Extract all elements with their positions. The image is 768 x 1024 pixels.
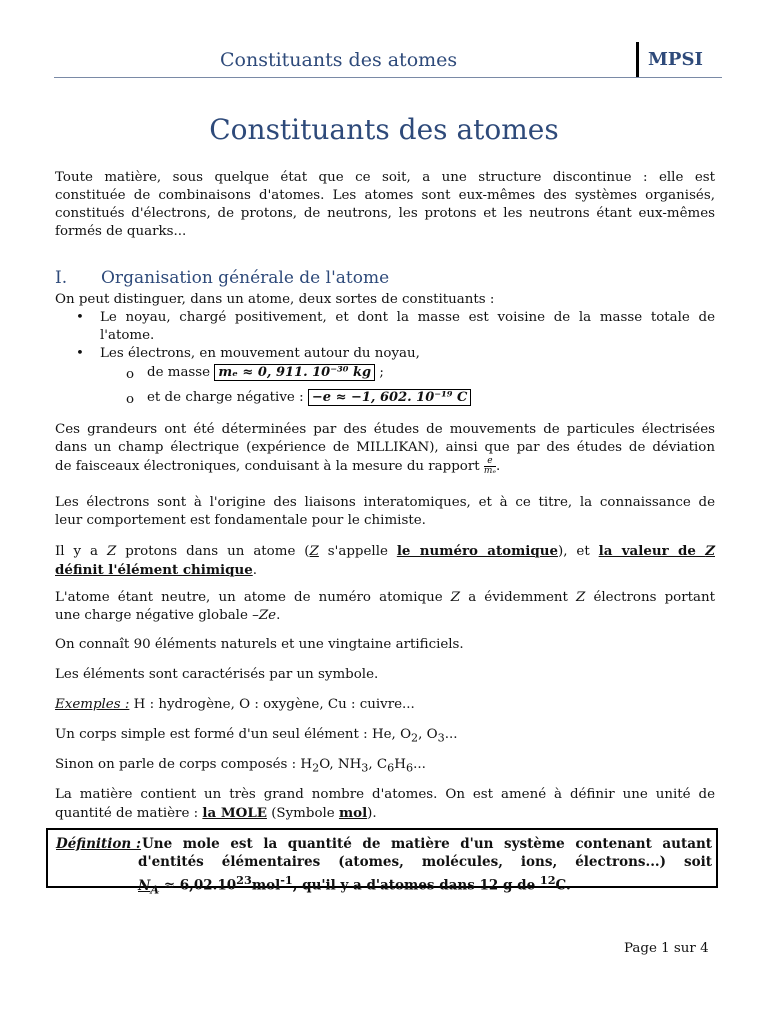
section-title: Organisation générale de l'atome bbox=[101, 268, 390, 288]
grandeurs-line: dans un champ électrique (expérience de MILLIKAN), ainsi que par des études de déviation bbox=[55, 440, 715, 455]
compose-text: , C bbox=[368, 757, 388, 772]
subscript: A bbox=[150, 882, 160, 897]
subscript: 3 bbox=[437, 731, 445, 745]
grandeurs-line bbox=[55, 457, 715, 476]
symbole-paragraph: Les éléments sont caractérisés par un symbole. bbox=[55, 667, 379, 682]
z-text: ), et bbox=[557, 544, 599, 559]
mol-symbol: mol bbox=[338, 805, 368, 821]
sub-bullet-masse bbox=[147, 364, 384, 381]
electrons-line: leur comportement est fondamentale pour le chimiste. bbox=[55, 513, 426, 528]
definition-text: ≈ 6,02.10 bbox=[159, 877, 237, 894]
intro-paragraph bbox=[55, 169, 715, 241]
numero-atomique-term: le numéro atomique bbox=[396, 543, 558, 559]
bullet-electrons: Les électrons, en mouvement autour du noyau, bbox=[100, 346, 420, 361]
neutre-text: une charge négative globale bbox=[55, 608, 253, 623]
definition-text: , qu'il y a d'atomes dans 12 g de bbox=[292, 877, 540, 894]
z-symbol: Z bbox=[309, 544, 319, 559]
subscript: 3 bbox=[361, 761, 369, 775]
z-text: Il y a bbox=[55, 544, 107, 559]
valeur-term: la valeur de bbox=[598, 543, 706, 559]
bullet-noyau bbox=[100, 309, 715, 345]
ratio-denominator: mₑ bbox=[483, 466, 496, 476]
subscript: 6 bbox=[405, 761, 414, 775]
subscript: 6 bbox=[387, 761, 395, 775]
electrons-paragraph bbox=[55, 494, 715, 530]
z-text: s'appelle bbox=[318, 544, 397, 559]
neutre-text: électrons portant bbox=[585, 590, 715, 605]
electron-mass-formula: mₑ ≈ 0, 911. 10⁻³⁰ kg bbox=[214, 364, 375, 381]
definition-line: Une mole est la quantité de matière d'un système contenant autant bbox=[142, 836, 712, 852]
ratio-fraction bbox=[484, 457, 496, 476]
sub-bullet-charge bbox=[147, 389, 471, 406]
bullet-marker: • bbox=[76, 310, 84, 325]
bullet-line: Le noyau, chargé positivement, et dont la masse est voisine de la masse totale de bbox=[100, 310, 715, 325]
matiere-line bbox=[55, 804, 715, 823]
matiere-text: ). bbox=[367, 806, 377, 821]
sub-bullet-after: ; bbox=[375, 365, 384, 380]
sub-bullet-marker: o bbox=[126, 392, 135, 407]
section-heading bbox=[55, 268, 389, 288]
neutre-text: L'atome étant neutre, un atome de numéro atomique bbox=[55, 590, 451, 605]
grandeurs-line: Ces grandeurs ont été déterminées par des études de mouvements de particules électrisées bbox=[55, 422, 715, 437]
sub-bullet-text: de masse bbox=[147, 365, 211, 380]
superscript: 12 bbox=[539, 873, 556, 887]
intro-line: constituée de combinaisons d'atomes. Les atomes sont eux-mêmes des systèmes organisés, bbox=[55, 188, 715, 203]
z-symbol: Z bbox=[576, 590, 586, 605]
z-text: protons dans un atome ( bbox=[116, 544, 310, 559]
z-line bbox=[55, 561, 715, 580]
definition-box bbox=[46, 828, 718, 897]
neutre-line bbox=[55, 589, 715, 607]
definition-label: Définition : bbox=[56, 836, 141, 852]
z-symbol: Z bbox=[450, 590, 461, 605]
exemples-text: H : hydrogène, O : oxygène, Cu : cuivre... bbox=[129, 697, 415, 712]
header-rule bbox=[54, 77, 722, 78]
distinguish-paragraph: On peut distinguer, dans un atome, deux sortes de constituants : bbox=[55, 292, 495, 307]
neutre-line bbox=[55, 607, 715, 625]
superscript: 23 bbox=[236, 873, 252, 887]
z-text: . bbox=[252, 563, 257, 578]
ratio-numerator: e bbox=[484, 457, 496, 467]
matiere-text: (Symbole bbox=[266, 806, 339, 821]
page-title: Constituants des atomes bbox=[209, 113, 559, 146]
sub-bullet-text: et de charge négative : bbox=[147, 390, 304, 405]
intro-line: constitués d'électrons, de protons, de neutrons, les protons et les neutrons étant eux-mêmes bbox=[55, 206, 715, 221]
section-number: I. bbox=[55, 268, 68, 288]
simple-text: ... bbox=[444, 727, 458, 742]
ratio-end: . bbox=[495, 459, 501, 474]
header-class-label: MPSI bbox=[648, 49, 703, 70]
compose-text: ... bbox=[413, 757, 426, 772]
definition-text: C. bbox=[555, 877, 571, 894]
avogadro-letter: N bbox=[138, 877, 151, 894]
avogadro-symbol bbox=[138, 877, 160, 897]
z-paragraph bbox=[55, 542, 715, 580]
simple-text: Un corps simple est formé d'un seul élément : He, O bbox=[55, 727, 412, 742]
corps-compose-paragraph bbox=[55, 756, 715, 778]
compose-text: O, NH bbox=[319, 757, 362, 772]
neutre-paragraph bbox=[55, 589, 715, 625]
definition-line bbox=[138, 871, 712, 898]
compose-text: Sinon on parle de corps composés : H bbox=[55, 757, 313, 772]
intro-line: Toute matière, sous quelque état que ce soit, a une structure discontinue : elle est bbox=[55, 170, 715, 185]
compose-text: H bbox=[394, 757, 406, 772]
grandeurs-paragraph bbox=[55, 421, 715, 476]
definition-text: mol bbox=[251, 877, 281, 894]
header-separator bbox=[636, 42, 639, 78]
bullet-marker: • bbox=[76, 346, 84, 361]
z-symbol: Z bbox=[106, 544, 117, 559]
sub-bullet-marker: o bbox=[126, 367, 135, 382]
definition-line: d'entités élémentaires (atomes, molécules, ions, électrons...) soit bbox=[138, 854, 712, 870]
elements-count-paragraph: On connaît 90 éléments naturels et une vingtaine artificiels. bbox=[55, 637, 464, 652]
subscript: 2 bbox=[312, 761, 320, 775]
neutre-text: a évidemment bbox=[460, 590, 577, 605]
ze-symbol: –Ze bbox=[252, 608, 277, 623]
corps-simple-paragraph bbox=[55, 726, 715, 748]
simple-text: , O bbox=[418, 727, 438, 742]
neutre-text: . bbox=[276, 608, 281, 623]
matiere-line: La matière contient un très grand nombre d'atomes. On est amené à définir une unité de bbox=[55, 787, 715, 802]
page-number: Page 1 sur 4 bbox=[624, 941, 709, 956]
bullet-line: l'atome. bbox=[100, 328, 155, 343]
header-title: Constituants des atomes bbox=[220, 49, 458, 71]
superscript: -1 bbox=[280, 873, 293, 887]
exemples-paragraph bbox=[55, 696, 715, 714]
grandeurs-line-text: de faisceaux électroniques, conduisant à la mesure du rapport bbox=[55, 459, 480, 474]
subscript: 2 bbox=[411, 731, 419, 745]
matiere-text: quantité de matière : bbox=[55, 806, 203, 821]
z-symbol: Z bbox=[705, 543, 715, 559]
exemples-label: Exemples : bbox=[55, 697, 130, 712]
mole-term: la MOLE bbox=[202, 805, 267, 821]
matiere-paragraph bbox=[55, 786, 715, 823]
z-line bbox=[55, 542, 715, 561]
intro-line: formés de quarks... bbox=[55, 224, 187, 239]
electron-charge-formula: −e ≈ −1, 602. 10⁻¹⁹ C bbox=[308, 389, 472, 406]
electrons-line: Les électrons sont à l'origine des liaisons interatomiques, et à ce titre, la connaissance de bbox=[55, 495, 715, 510]
element-chimique-term: définit l'élément chimique bbox=[55, 562, 253, 578]
